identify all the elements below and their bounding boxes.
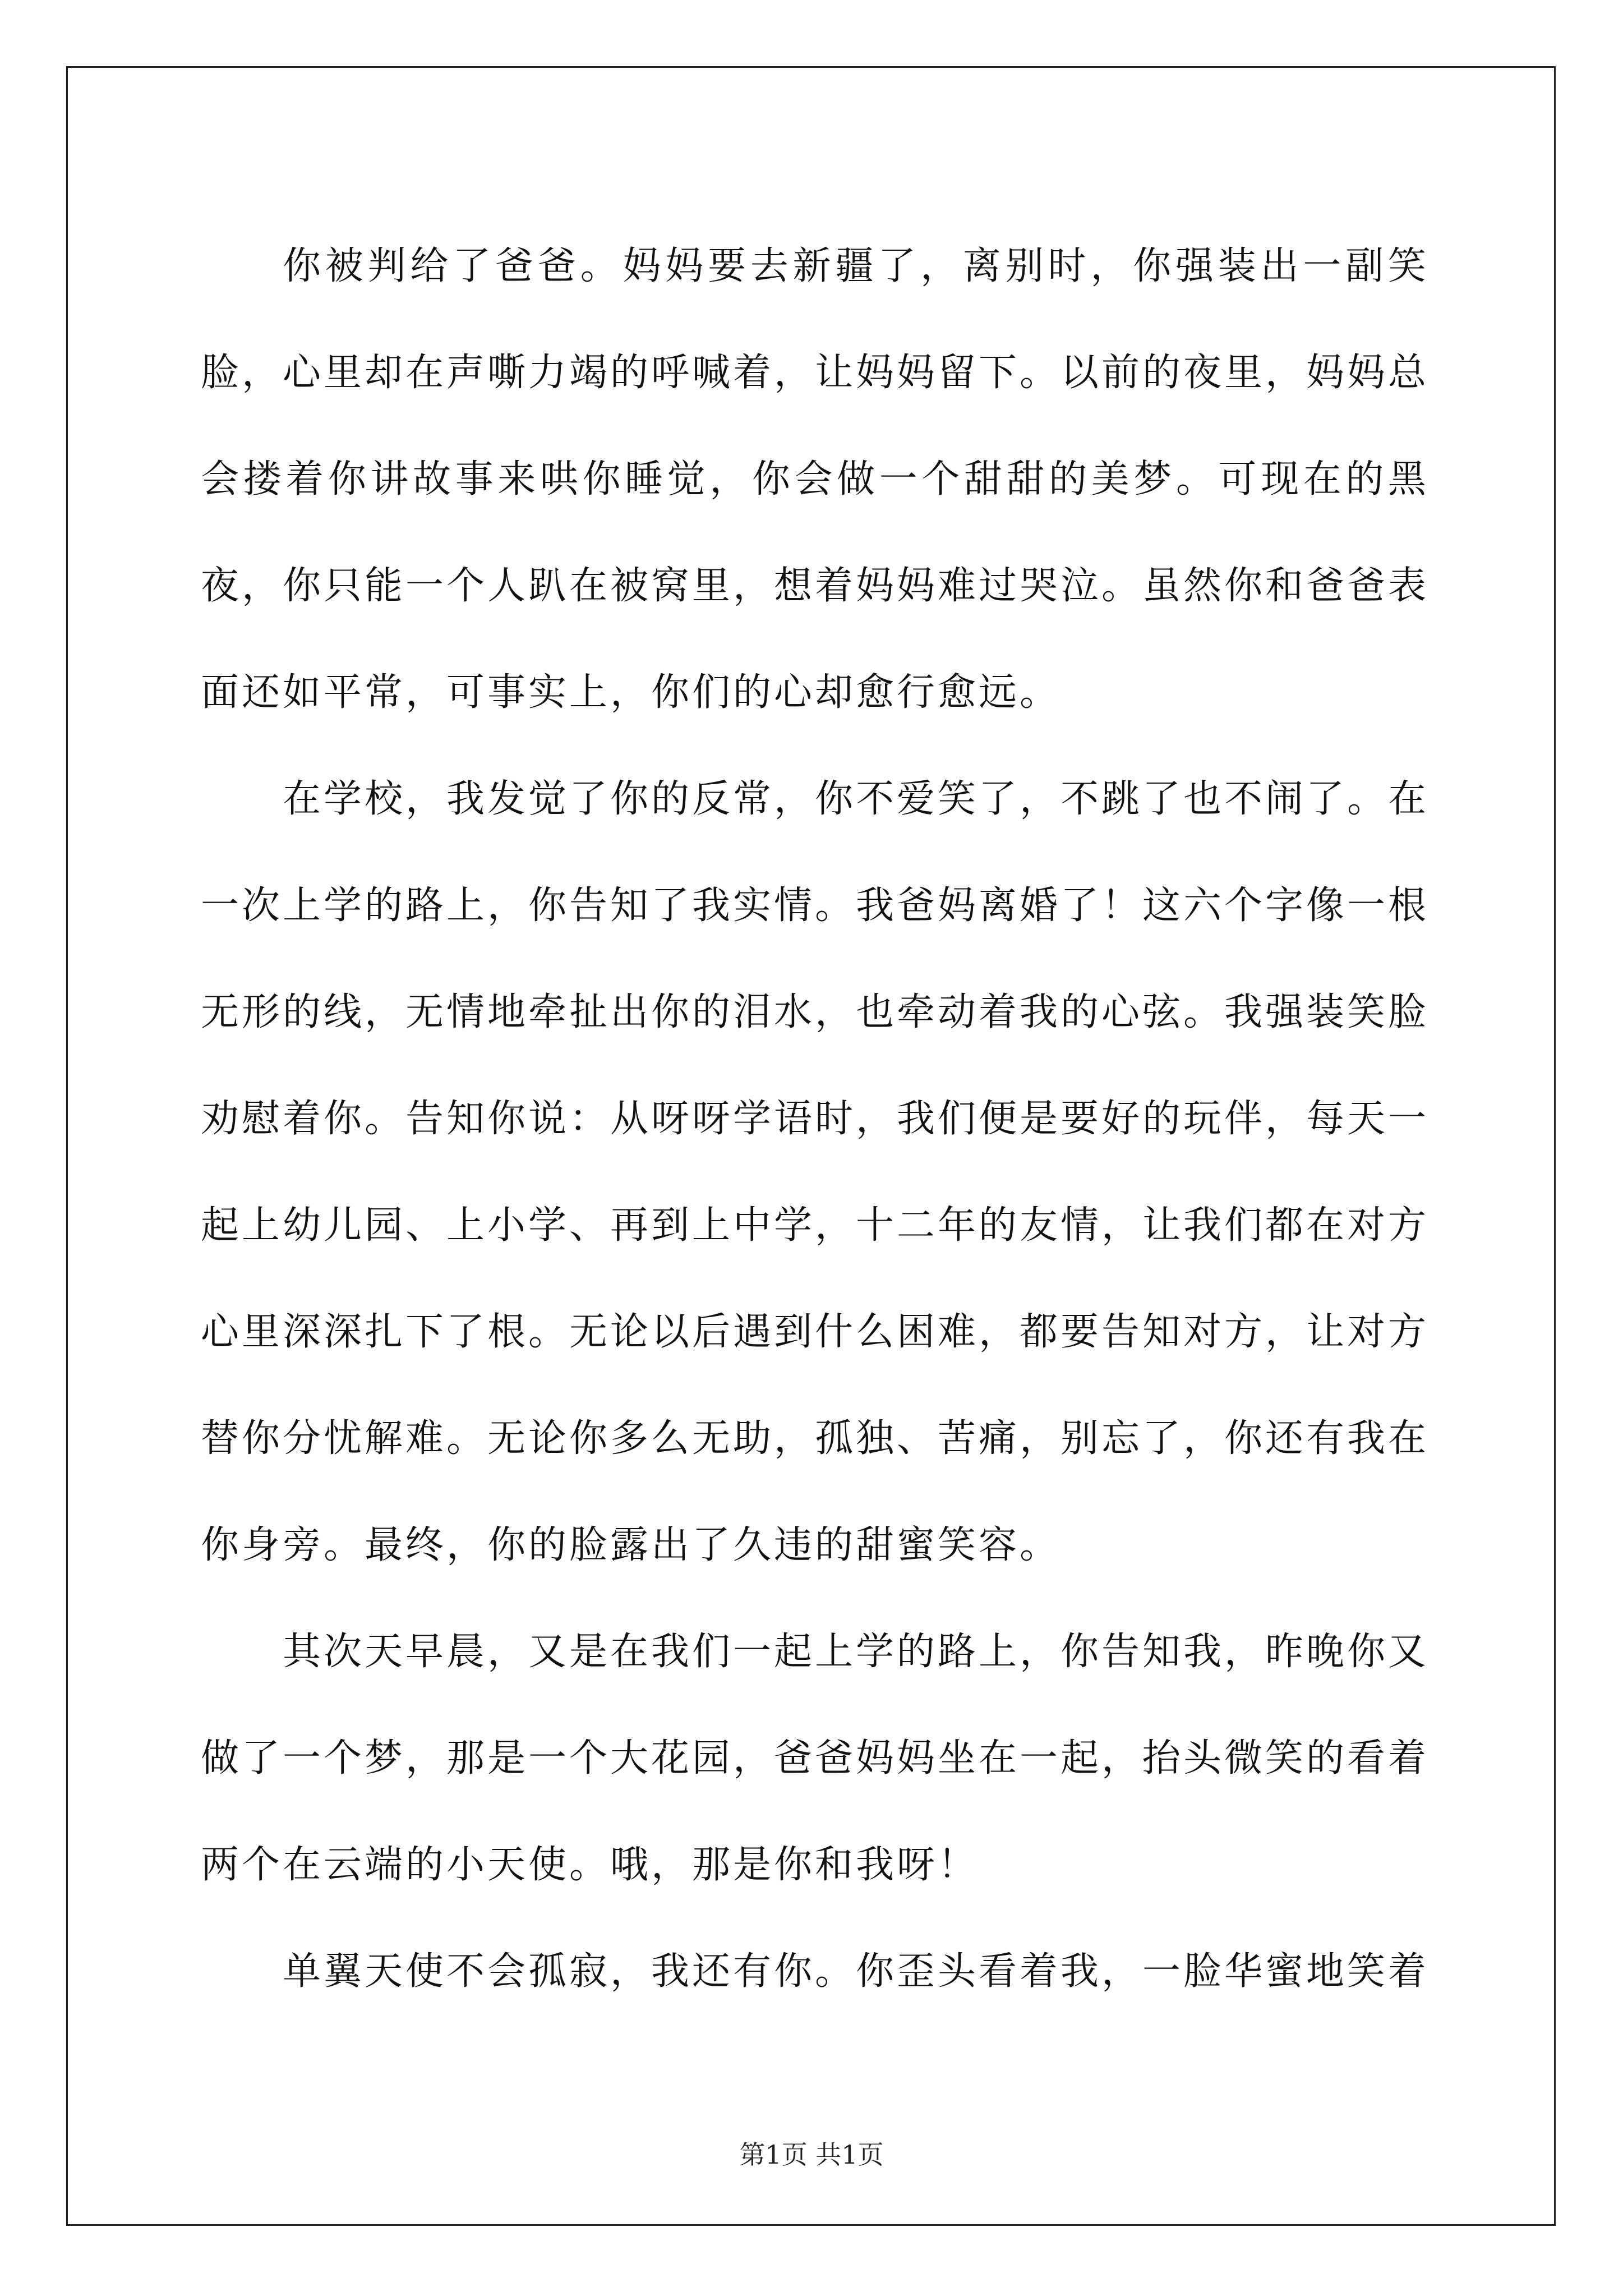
paragraph-2: 在学校，我发觉了你的反常，你不爱笑了，不跳了也不闹了。在一次上学的路上，你告知了我实情。我爸妈离婚了！这六个字像一根无形的线，无情地牵扯出你的泪水，也牵动着我的心弦。我强装笑脸劝慰着你。告知你说：从呀呀学语时，我们便是要好的玩伴，每天一起上幼儿园、上小学、再到上中学，十二年的友情，让我们都在对方心里深深扎下了根。无论以后遇到什么困难，都要告知对方，让对方替你分忧解难。无论你多么无助，孤独、苦痛，别忘了，你还有我在你身旁。最终，你的脸露出了久违的甜蜜笑容。 xyxy=(201,777,1430,1567)
page-footer: 第1页 共1页 xyxy=(739,2139,884,2170)
paragraph-4: 单翼天使不会孤寂，我还有你。你歪头看着我，一脸华蜜地笑着 xyxy=(283,1949,1430,1994)
paragraph-1: 你被判给了爸爸。妈妈要去新疆了，离别时，你强装出一副笑脸，心里却在声嘶力竭的呼喊着，让妈妈留下。以前的夜里，妈妈总会搂着你讲故事来哄你睡觉，你会做一个甜甜的美梦。可现在的黑夜，你只能一个人趴在被窝里，想着妈妈难过哭泣。虽然你和爸爸表面还如平常，可事实上，你们的心却愈行愈远。 xyxy=(201,244,1430,715)
document-body xyxy=(201,213,1429,2025)
paragraph-3: 其次天早晨，又是在我们一起上学的路上，你告知我，昨晚你又做了一个梦，那是一个大花园，爸爸妈妈坐在一起，抬头微笑的看着两个在云端的小天使。哦，那是你和我呀！ xyxy=(201,1630,1430,1887)
